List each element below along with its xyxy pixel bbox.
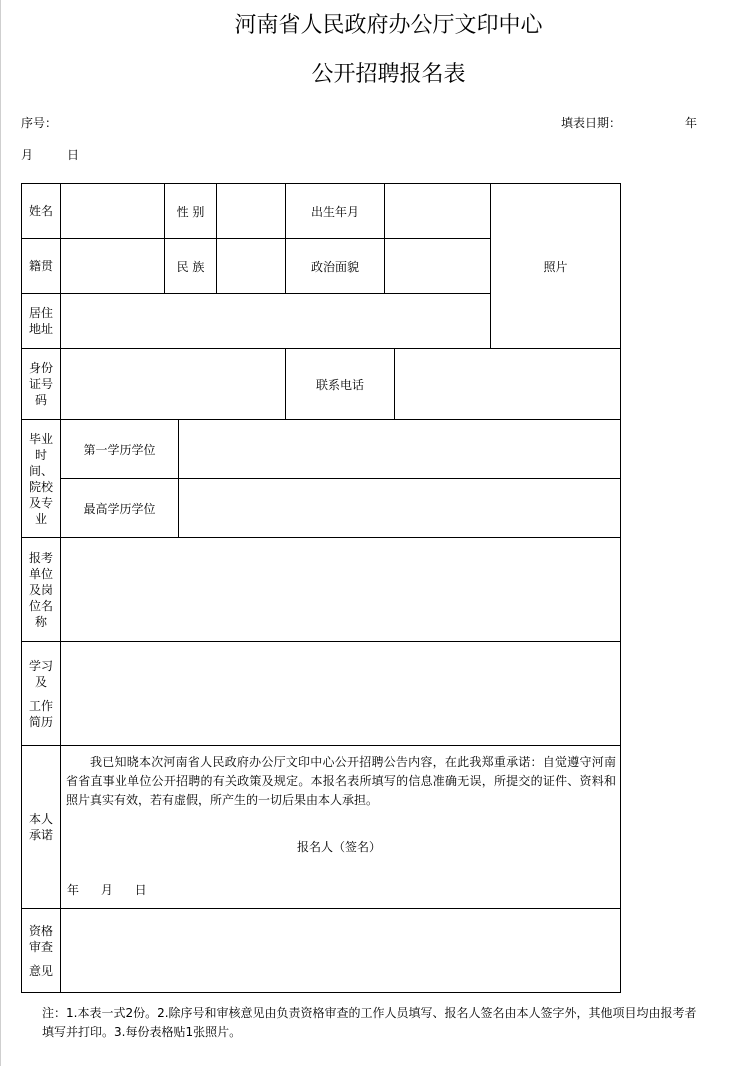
id-number-cell[interactable]	[61, 349, 286, 420]
position-cell[interactable]	[61, 538, 621, 642]
native-place-cell[interactable]	[61, 239, 165, 294]
ethnicity-cell[interactable]	[217, 239, 286, 294]
pledge-date: 年 月 日	[67, 883, 147, 897]
fill-date-month: 月	[21, 148, 34, 162]
highest-degree-label: 最高学历学位	[61, 479, 179, 538]
study-work-label: 学习 及 工作简历	[22, 642, 61, 746]
fill-date-label: 填表日期：	[561, 116, 622, 130]
signature-label: 报名人（签名）	[297, 840, 382, 854]
page-left-border	[0, 0, 1, 1066]
gender-cell[interactable]	[217, 184, 286, 239]
gender-label: 性 别	[165, 184, 217, 239]
political-status-label: 政治面貌	[286, 239, 385, 294]
phone-cell[interactable]	[395, 349, 621, 420]
pledge-cell	[61, 746, 621, 909]
name-label: 姓名	[22, 184, 61, 239]
pledge-text: 我已知晓本次河南省人民政府办公厅文印中心公开招聘公告内容，在此我郑重承诺：自觉遵守河南省省直事业单位公开招聘的有关政策及规定。本报名表所填写的信息准确无误，所提交的证件、资料和照片真实有效，若有虚假，所产生的一切后果由本人承担。	[66, 755, 616, 807]
footnote-line-1: 注：1.本表一式2份。2.除序号和审核意见由负责资格审查的工作人员填写、报名人签名由本人签字外，其他项目均由报考者	[42, 1006, 697, 1020]
form-title: 河南省人民政府办公厅文印中心	[234, 13, 543, 38]
position-label: 报考单位及岗位名称	[22, 538, 61, 642]
review-cell[interactable]	[61, 909, 621, 993]
birth-label: 出生年月	[286, 184, 385, 239]
address-label: 居住地址	[22, 294, 61, 349]
fill-date-year: 年	[685, 116, 698, 130]
fill-date-day: 日	[67, 148, 80, 162]
review-label: 资格审查 意见	[22, 909, 61, 993]
ethnicity-label: 民 族	[165, 239, 217, 294]
footnote	[42, 1004, 747, 1042]
highest-degree-cell[interactable]	[179, 479, 621, 538]
political-status-cell[interactable]	[385, 239, 491, 294]
first-degree-label: 第一学历学位	[61, 420, 179, 479]
education-label: 毕业时间、院校及专业	[22, 420, 61, 538]
first-degree-cell[interactable]	[179, 420, 621, 479]
birth-cell[interactable]	[385, 184, 491, 239]
form-subtitle: 公开招聘报名表	[311, 62, 466, 87]
phone-label: 联系电话	[286, 349, 395, 420]
photo-cell[interactable]: 照片	[491, 184, 621, 349]
address-cell[interactable]	[61, 294, 491, 349]
id-number-label: 身份证号码	[22, 349, 61, 420]
serial-label: 序号：	[21, 116, 58, 130]
name-cell[interactable]	[61, 184, 165, 239]
registration-form-table	[21, 183, 621, 993]
native-place-label: 籍贯	[22, 239, 61, 294]
pledge-label: 本人承诺	[22, 746, 61, 909]
footnote-line-2: 填写并打印。3.每份表格贴1张照片。	[42, 1025, 242, 1039]
study-work-cell[interactable]	[61, 642, 621, 746]
